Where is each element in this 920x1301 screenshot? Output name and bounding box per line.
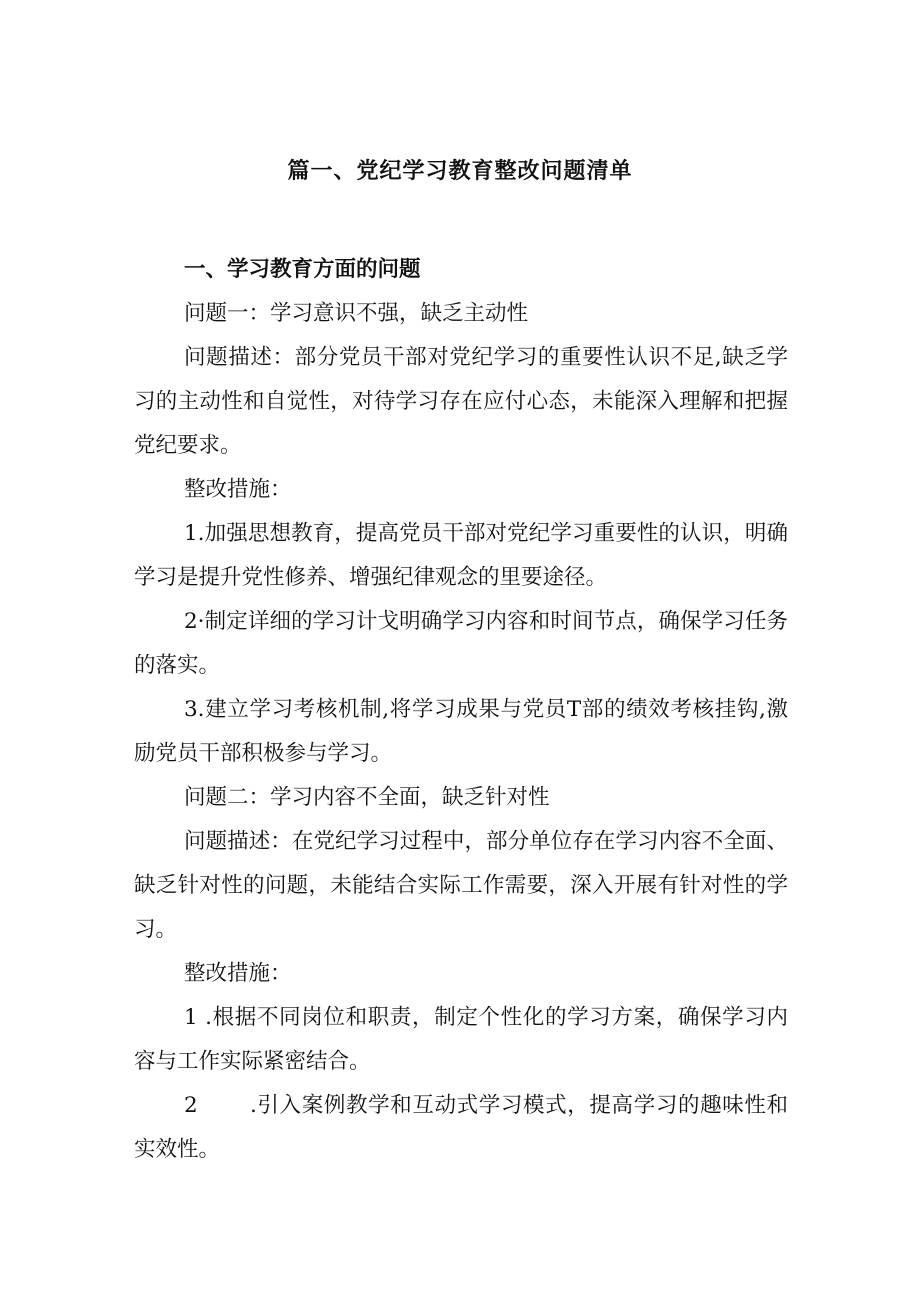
problem-title: 问题二：学习内容不全面，缺乏针对性 xyxy=(184,785,550,810)
document-title: 篇一、党纪学习教育整改问题清单 xyxy=(287,159,633,184)
measures-label: 整改措施： xyxy=(184,961,292,986)
problem-description: 问题描述：在党纪学习过程中，部分单位存在学习内容不全面、缺乏针对性的问题，未能结合实际工作需要，深入开展有针对性的学习。 xyxy=(134,829,788,942)
problem-description: 问题描述：部分党员干部对党纪学习的重要性认识不足,缺乏学习的主动性和自觉性，对待学习存在应付心态，未能深入理解和把握党纪要求。 xyxy=(134,345,788,458)
document-body xyxy=(134,248,788,1172)
measure-item: 2 .引入案例教学和互动式学习模式，提高学习的趣味性和实效性。 xyxy=(134,1093,788,1162)
measure-item: 3.建立学习考核机制,将学习成果与党员T部的绩效考核挂钩,激励党员干部积极参与学习。 xyxy=(134,697,788,766)
measures-label: 整改措施： xyxy=(184,477,292,502)
measure-item: 2·制定详细的学习计戈明确学习内容和时间节点，确保学习任务的落实。 xyxy=(134,609,788,678)
problem-title: 问题一：学习意识不强，缺乏主动性 xyxy=(184,301,529,326)
section-heading: 一、学习教育方面的问题 xyxy=(184,257,421,282)
measure-item: 1.加强思想教育，提高党员干部对党纪学习重要性的认识，明确学习是提升党性修养、增强纪律观念的里要途径。 xyxy=(134,521,788,590)
measure-item: 1 .根据不同岗位和职责，制定个性化的学习方案，确保学习内容与工作实际紧密结合。 xyxy=(134,1005,788,1074)
